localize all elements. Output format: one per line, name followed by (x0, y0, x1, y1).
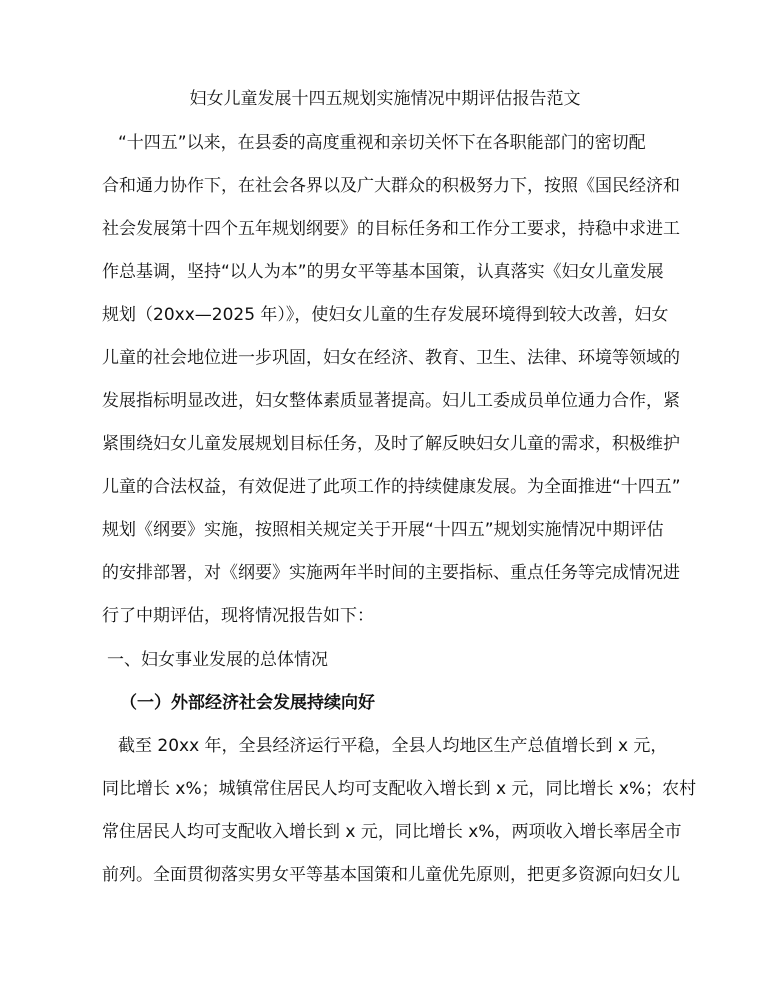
paragraph-line: 合和通力协作下，在社会各界以及广大群众的积极努力下，按照《国民经济和 (102, 176, 680, 196)
subsection-heading: （一）外部经济社会发展持续向好 (120, 693, 375, 713)
paragraph-line: 社会发展第十四个五年规划纲要》的目标任务和工作分工要求，持稳中求进工 (102, 219, 680, 239)
paragraph-line: 规划（20xx—2025 年）》，使妇女儿童的生存发展环境得到较大改善，妇女 (102, 305, 669, 325)
paragraph-line: 同比增长 x%；城镇常住居民人均可支配收入增长到 x 元，同比增长 x%；农村 (102, 779, 697, 799)
paragraph-line: 紧围绕妇女儿童发展规划目标任务，及时了解反映妇女儿童的需求，积极维护 (102, 434, 680, 454)
document-title: 妇女儿童发展十四五规划实施情况中期评估报告范文 (189, 89, 581, 109)
paragraph-line: 行了中期评估，现将情况报告如下： (102, 606, 374, 626)
paragraph-line: 的安排部署，对《纲要》实施两年半时间的主要指标、重点任务等完成情况进 (102, 563, 680, 583)
paragraph-line: 儿童的合法权益，有效促进了此项工作的持续健康发展。为全面推进“十四五” (102, 477, 681, 497)
paragraph-line: 截至 20xx 年，全县经济运行平稳，全县人均地区生产总值增长到 x 元， (118, 736, 668, 756)
paragraph-line: 常住居民人均可支配收入增长到 x 元，同比增长 x%，两项收入增长率居全市 (102, 822, 682, 842)
paragraph-line: 发展指标明显改进，妇女整体素质显著提高。妇儿工委成员单位通力合作，紧 (102, 391, 680, 411)
paragraph-line: 作总基调，坚持“以人为本”的男女平等基本国策，认真落实《妇女儿童发展 (102, 262, 664, 282)
paragraph-line: 儿童的社会地位进一步巩固，妇女在经济、教育、卫生、法律、环境等领域的 (102, 348, 680, 368)
section-heading: 一、妇女事业发展的总体情况 (107, 650, 328, 670)
paragraph-line: 规划《纲要》实施，按照相关规定关于开展“十四五”规划实施情况中期评估 (102, 520, 664, 540)
paragraph-line: 前列。全面贯彻落实男女平等基本国策和儿童优先原则，把更多资源向妇女儿 (102, 865, 680, 885)
paragraph-line: “十四五”以来，在县委的高度重视和亲切关怀下在各职能部门的密切配 (118, 133, 646, 153)
